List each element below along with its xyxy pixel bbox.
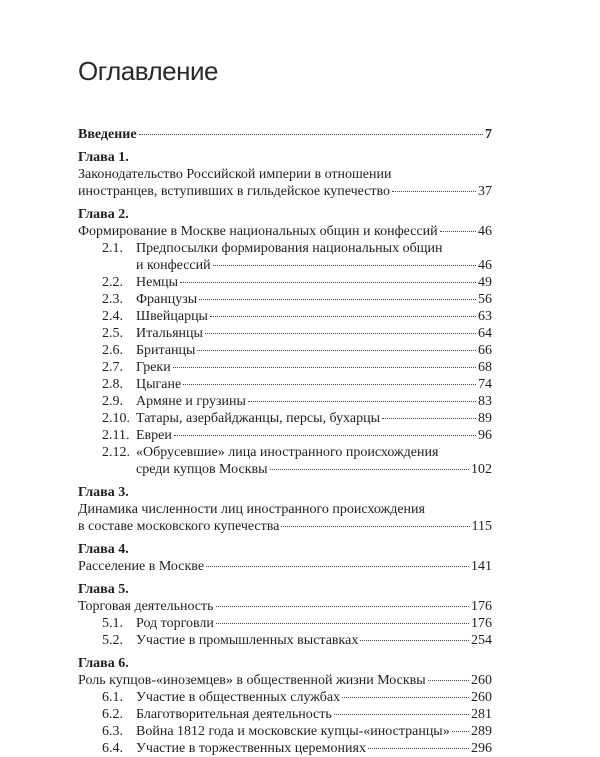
section-number: 2.10. <box>102 411 130 426</box>
dot-leader <box>216 606 469 607</box>
toc-chapter-2 <box>78 206 492 478</box>
toc-page-number: 281 <box>471 707 492 722</box>
section-number: 2.12. <box>102 445 130 460</box>
toc-entry-section[interactable] <box>78 376 492 393</box>
dot-leader <box>270 469 469 470</box>
toc-entry-section[interactable] <box>78 427 492 444</box>
toc-entry-section[interactable] <box>78 461 492 478</box>
dot-leader <box>281 526 469 527</box>
dot-leader <box>360 640 469 641</box>
toc-entry-section[interactable] <box>78 291 492 308</box>
toc-page-number: 56 <box>478 292 492 307</box>
toc-entry-chapter-4[interactable] <box>78 558 492 575</box>
toc-chapter-4 <box>78 541 492 575</box>
toc-entry-section <box>78 444 492 461</box>
toc-page-number: 176 <box>471 616 492 631</box>
section-number: 6.2. <box>102 707 123 722</box>
toc-page-number: 49 <box>478 275 492 290</box>
section-number: 2.9. <box>102 394 123 409</box>
dot-leader <box>174 435 476 436</box>
chapter-heading: Глава 4. <box>78 542 129 557</box>
section-title-line: Евреи <box>136 428 172 443</box>
dot-leader <box>392 191 476 192</box>
chapter-title-line: Роль купцов-«иноземцев» в общественной жизни Москвы <box>78 673 426 688</box>
dot-leader <box>368 748 469 749</box>
toc-page-number: 289 <box>471 724 492 739</box>
section-title-line: Предпосылки формирования национальных общин <box>136 241 443 256</box>
toc-page-number: 141 <box>471 559 492 574</box>
toc-entry-chapter-3[interactable] <box>78 518 492 535</box>
dot-leader <box>334 714 469 715</box>
section-title-line: Татары, азербайджанцы, персы, бухарцы <box>136 411 380 426</box>
toc-chapter-5 <box>78 581 492 649</box>
toc-page-number: 37 <box>478 184 492 199</box>
section-title-line: Французы <box>136 292 198 307</box>
toc-entry-section[interactable] <box>78 359 492 376</box>
section-title-line: среди купцов Москвы <box>136 462 268 477</box>
dot-leader <box>342 697 469 698</box>
section-number: 2.2. <box>102 275 123 290</box>
chapter-heading: Глава 2. <box>78 207 129 222</box>
dot-leader <box>183 384 476 385</box>
section-title-line: Участие в торжественных церемониях <box>136 741 366 756</box>
dot-leader <box>210 316 476 317</box>
section-number: 6.3. <box>102 724 123 739</box>
section-title-line: Война 1812 года и московские купцы-«иностранцы» <box>136 724 450 739</box>
section-title-line: «Обрусевшие» лица иностранного происхождения <box>136 445 439 460</box>
chapter-heading: Глава 3. <box>78 485 129 500</box>
toc-page-number: 83 <box>478 394 492 409</box>
toc-entry-section[interactable] <box>78 740 492 757</box>
toc-entry-section[interactable] <box>78 325 492 342</box>
toc-page-number: 46 <box>478 258 492 273</box>
toc-page-number: 176 <box>471 599 492 614</box>
section-number: 5.2. <box>102 633 123 648</box>
chapter-heading: Глава 5. <box>78 582 129 597</box>
toc-chapter-1 <box>78 149 492 200</box>
section-title-line: Участие в промышленных выставках <box>136 633 359 648</box>
dot-leader <box>440 231 476 232</box>
dot-leader <box>452 731 469 732</box>
toc-page-number: 89 <box>478 411 492 426</box>
section-title-line: Армяне и грузины <box>136 394 246 409</box>
section-number: 2.11. <box>102 428 130 443</box>
page-title: Оглавление <box>78 56 218 86</box>
section-title-line: Греки <box>136 360 171 375</box>
toc-page-number: 66 <box>478 343 492 358</box>
chapter-title-line: Законодательство Российской империи в отношении <box>78 167 392 182</box>
toc-entry-section[interactable] <box>78 410 492 427</box>
section-number: 2.3. <box>102 292 123 307</box>
section-number: 6.1. <box>102 690 123 705</box>
table-of-contents <box>78 126 492 757</box>
toc-entry-section[interactable] <box>78 723 492 740</box>
toc-entry-section[interactable] <box>78 257 492 274</box>
dot-leader <box>206 566 469 567</box>
section-number: 5.1. <box>102 616 123 631</box>
chapter-title-line: иностранцев, вступивших в гильдейское купечество <box>78 184 391 199</box>
toc-chapter-6 <box>78 655 492 757</box>
toc-page-number: 68 <box>478 360 492 375</box>
dot-leader <box>248 401 476 402</box>
toc-page-number: 7 <box>485 127 492 142</box>
toc-entry-chapter-6[interactable] <box>78 672 492 689</box>
dot-leader <box>213 265 476 266</box>
chapter-heading: Глава 1. <box>78 150 129 165</box>
chapter-title-line: Расселение в Москве <box>78 559 205 574</box>
toc-entry-section[interactable] <box>78 689 492 706</box>
toc-page-number: 74 <box>478 377 492 392</box>
toc-entry-section[interactable] <box>78 632 492 649</box>
dot-leader <box>382 418 476 419</box>
toc-page-number: 64 <box>478 326 492 341</box>
section-title-line: Швейцарцы <box>136 309 208 324</box>
toc-entry-label: Введение <box>78 127 137 142</box>
section-title-line: Род торговли <box>136 616 214 631</box>
toc-entry-section[interactable] <box>78 615 492 632</box>
toc-entry-section[interactable] <box>78 706 492 723</box>
toc-page-number: 260 <box>471 673 492 688</box>
toc-page-number: 63 <box>478 309 492 324</box>
dot-leader <box>199 299 476 300</box>
section-number: 2.8. <box>102 377 123 392</box>
chapter-title-line: Торговая деятельность <box>78 599 214 614</box>
toc-entry-section[interactable] <box>78 308 492 325</box>
dot-leader <box>428 680 469 681</box>
toc-entry-section <box>78 240 492 257</box>
toc-page-number: 102 <box>471 462 492 477</box>
section-number: 2.5. <box>102 326 123 341</box>
chapter-title-line: Формирование в Москве национальных общин и конфессий <box>78 224 438 239</box>
dot-leader <box>180 282 476 283</box>
section-number: 2.1. <box>102 241 123 256</box>
dot-leader <box>139 134 483 135</box>
toc-page-number: 296 <box>471 741 492 756</box>
toc-chapter-3 <box>78 484 492 535</box>
toc-page-number: 254 <box>471 633 492 648</box>
section-title-line: и конфессий <box>136 258 211 273</box>
chapter-heading: Глава 6. <box>78 656 129 671</box>
dot-leader <box>205 333 476 334</box>
toc-page-number: 96 <box>478 428 492 443</box>
dot-leader <box>216 623 469 624</box>
dot-leader <box>197 350 476 351</box>
toc-page-number: 260 <box>471 690 492 705</box>
section-title-line: Немцы <box>136 275 179 290</box>
toc-entry-section[interactable] <box>78 274 492 291</box>
section-title-line: Итальянцы <box>136 326 203 341</box>
section-number: 2.7. <box>102 360 123 375</box>
section-title-line: Участие в общественных службах <box>136 690 341 705</box>
section-number: 6.4. <box>102 741 123 756</box>
section-title-line: Благотворительная деятельность <box>136 707 332 722</box>
toc-entry-chapter-5[interactable] <box>78 598 492 615</box>
toc-page-number: 46 <box>478 224 492 239</box>
toc-entry-chapter-2[interactable] <box>78 223 492 240</box>
toc-entry-introduction[interactable] <box>78 126 492 143</box>
toc-entry-section[interactable] <box>78 342 492 359</box>
dot-leader <box>173 367 476 368</box>
section-title-line: Цыгане <box>136 377 182 392</box>
section-number: 2.4. <box>102 309 123 324</box>
toc-entry-section[interactable] <box>78 393 492 410</box>
chapter-title-line: Динамика численности лиц иностранного происхождения <box>78 502 425 517</box>
chapter-title-line: в составе московского купечества <box>78 519 280 534</box>
section-title-line: Британцы <box>136 343 196 358</box>
toc-page-number: 115 <box>471 519 492 534</box>
toc-entry-chapter-1[interactable] <box>78 183 492 200</box>
section-number: 2.6. <box>102 343 123 358</box>
